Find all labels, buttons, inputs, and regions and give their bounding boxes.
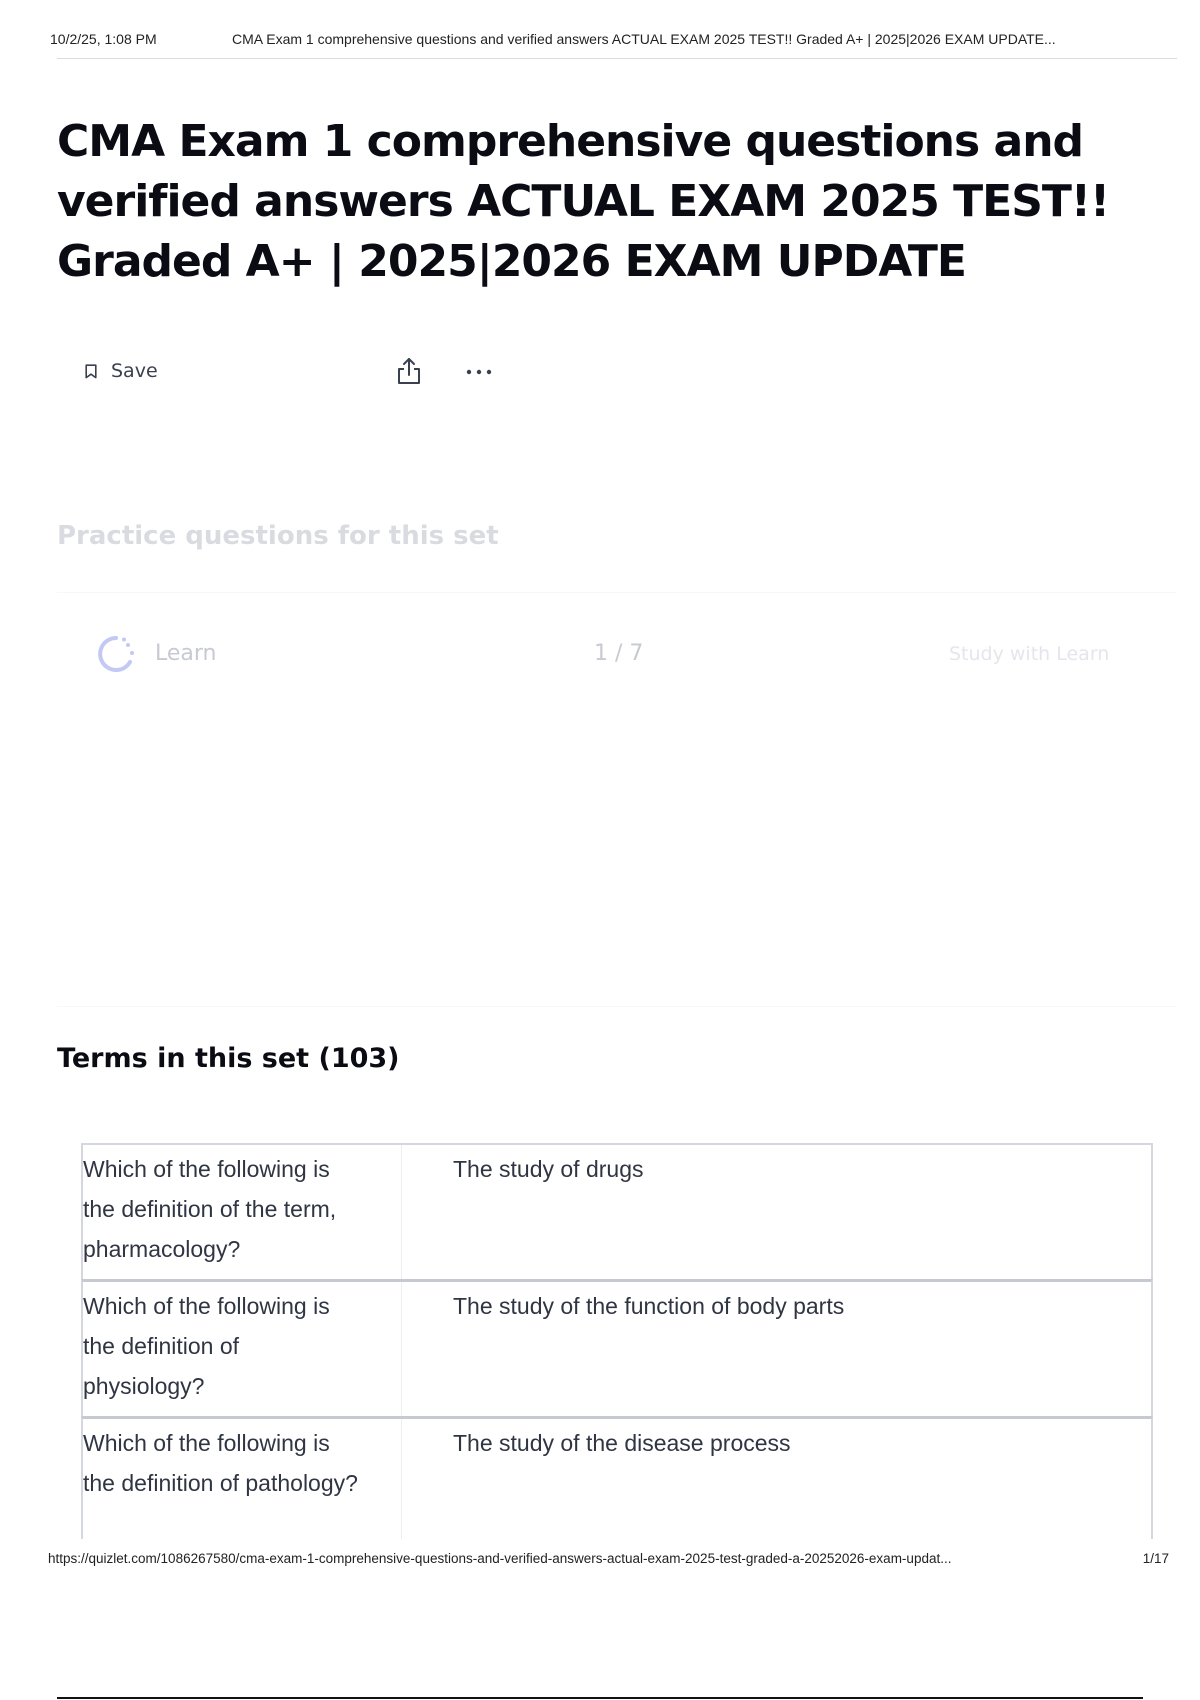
terms-heading: Terms in this set (103) (57, 1043, 400, 1074)
term-answer: The study of the function of body parts (453, 1293, 845, 1319)
question-progress: 1 / 7 (594, 641, 644, 666)
bottom-divider (57, 1697, 1143, 1699)
term-row (81, 1279, 1153, 1416)
column-divider (401, 1282, 402, 1416)
terms-table (81, 1143, 1153, 1539)
print-date: 10/2/25, 1:08 PM (50, 31, 157, 47)
share-icon[interactable] (396, 356, 422, 386)
bookmark-icon (85, 364, 97, 379)
save-button[interactable] (85, 360, 158, 382)
more-options-icon[interactable] (463, 362, 495, 382)
header-divider (57, 58, 1177, 59)
term-question: Which of the following is the definition of pathology? (83, 1430, 358, 1496)
study-with-learn-link[interactable]: Study with Learn (949, 643, 1110, 665)
learn-progress-icon (95, 633, 137, 675)
print-header (50, 31, 1180, 47)
term-answer: The study of drugs (453, 1156, 644, 1182)
term-answer: The study of the disease process (453, 1430, 791, 1456)
print-url: https://quizlet.com/1086267580/cma-exam-1-comprehensive-questions-and-verified-answers-actual-exam-2025-test-graded-a-20252026-exam-updat... (48, 1551, 952, 1566)
page-number: 1/17 (1142, 1551, 1169, 1566)
page-title: CMA Exam 1 comprehensive questions and verified answers ACTUAL EXAM 2025 TEST!! Graded A+ | 2025|2026 EXAM UPDATE (57, 116, 1110, 287)
column-divider (401, 1419, 402, 1539)
column-divider (401, 1145, 402, 1279)
term-row (81, 1143, 1153, 1279)
practice-heading: Practice questions for this set (57, 521, 499, 551)
print-footer (48, 1551, 1183, 1566)
learn-mode-label[interactable]: Learn (155, 641, 217, 666)
term-question: Which of the following is the definition of the term, pharmacology? (83, 1156, 337, 1262)
save-label: Save (111, 360, 158, 382)
term-question: Which of the following is the definition of physiology? (83, 1293, 330, 1399)
print-doc-title: CMA Exam 1 comprehensive questions and verified answers ACTUAL EXAM 2025 TEST!! Graded A+ | 2025|2026 EXAM UPDATE... (232, 31, 1056, 47)
term-row (81, 1416, 1153, 1539)
learn-card (57, 592, 1177, 1007)
